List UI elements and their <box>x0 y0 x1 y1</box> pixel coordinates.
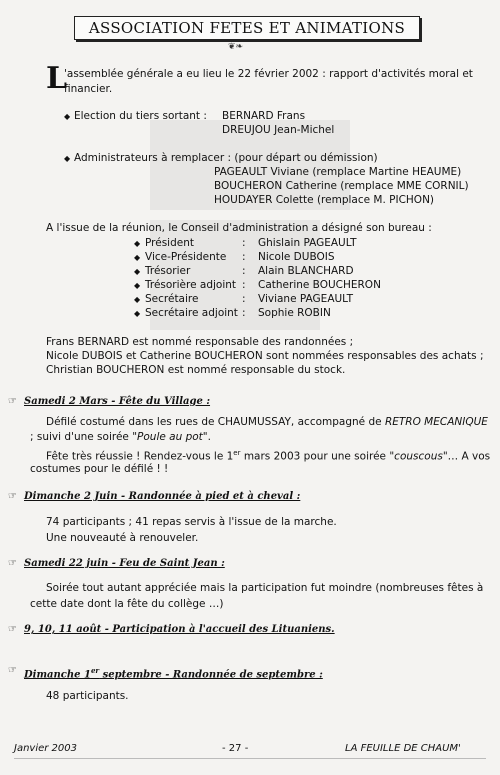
pointing-hand-icon: ☞ <box>8 558 17 569</box>
section-text: cette date dont la fête du collège …) <box>30 598 224 610</box>
section-text <box>46 416 488 429</box>
bureau-sep: : <box>242 279 246 291</box>
diamond-bullet-icon: ◆ <box>134 253 141 262</box>
diamond-bullet-icon: ◆ <box>64 112 71 121</box>
section-text: 48 participants. <box>46 690 129 702</box>
responsible-line: Nicole DUBOIS et Catherine BOUCHERON sont nommées responsables des achats ; <box>46 350 484 362</box>
section-text <box>30 431 211 444</box>
pointing-hand-icon: ☞ <box>8 624 17 635</box>
superscript: er <box>90 666 100 675</box>
section-title: Samedi 22 juin - Feu de Saint Jean : <box>24 558 225 569</box>
administrator-row: PAGEAULT Viviane (remplace Martine HEAUME) <box>214 166 462 178</box>
election-name: BERNARD Frans <box>222 110 306 122</box>
intro-line: 'assemblée générale a eu lieu le 22 février 2002 : rapport d'activités moral et <box>64 68 473 80</box>
bureau-sep: : <box>242 251 246 263</box>
bureau-role: Secrétaire adjoint <box>145 307 238 319</box>
bureau-role: Trésorière adjoint <box>145 279 237 291</box>
section-title <box>24 664 323 681</box>
pointing-hand-icon: ☞ <box>8 491 17 502</box>
floral-ornament-icon: ❦❧ <box>228 42 244 52</box>
diamond-bullet-icon: ◆ <box>134 309 141 318</box>
section-text-italic: "couscous" <box>389 450 448 463</box>
section-text-part: Défilé costumé dans les rues de CHAUMUSSAY, accompagné de <box>46 416 385 428</box>
section-text: costumes pour le défilé ! ! <box>30 463 169 475</box>
administrators-label: Administrateurs à remplacer : (pour départ ou démission) <box>74 152 378 164</box>
election-label: Election du tiers sortant : <box>74 110 207 122</box>
bureau-name: Viviane PAGEAULT <box>258 293 354 305</box>
diamond-bullet-icon: ◆ <box>134 295 141 304</box>
responsible-line: Frans BERNARD est nommé responsable des randonnées ; <box>46 336 354 348</box>
diamond-bullet-icon: ◆ <box>64 154 71 163</box>
footer-divider <box>14 758 486 759</box>
bureau-role: Trésorier <box>145 265 191 277</box>
superscript: er <box>233 449 241 457</box>
section-title-part: Dimanche 1 <box>24 669 91 681</box>
bureau-role: Vice-Présidente <box>145 251 227 263</box>
bureau-name: Catherine BOUCHERON <box>258 279 381 291</box>
section-title: 9, 10, 11 août - Participation à l'accueil des Lituaniens. <box>24 624 335 635</box>
bureau-role: Secrétaire <box>145 293 199 305</box>
election-name: DREUJOU Jean-Michel <box>222 124 335 136</box>
diamond-bullet-icon: ◆ <box>134 239 141 248</box>
section-text: Une nouveauté à renouveler. <box>46 532 199 544</box>
responsible-line: Christian BOUCHERON est nommé responsable du stock. <box>46 364 346 376</box>
bureau-name: Sophie ROBIN <box>258 307 331 319</box>
page-title: ASSOCIATION FETES ET ANIMATIONS <box>74 16 420 40</box>
bureau-name: Ghislain PAGEAULT <box>258 237 357 249</box>
bureau-sep: : <box>242 293 246 305</box>
section-text: Soirée tout autant appréciée mais la participation fut moindre (nombreuses fêtes à <box>46 582 484 594</box>
bureau-name: Nicole DUBOIS <box>258 251 335 263</box>
bureau-sep: : <box>242 237 246 249</box>
section-text-part: … A vos <box>447 450 491 463</box>
diamond-bullet-icon: ◆ <box>134 267 141 276</box>
section-title: Dimanche 2 Juin - Randonnée à pied et à cheval : <box>24 491 301 502</box>
drop-cap: L <box>46 61 68 96</box>
diamond-bullet-icon: ◆ <box>134 281 141 290</box>
section-title-part: septembre - Randonnée de septembre : <box>99 669 323 681</box>
section-title: Samedi 2 Mars - Fête du Village : <box>24 396 211 407</box>
footer-publication: LA FEUILLE DE CHAUM' <box>345 743 461 754</box>
footer-date: Janvier 2003 <box>14 743 78 754</box>
section-text <box>46 447 490 464</box>
pointing-hand-icon: ☞ <box>8 665 17 676</box>
section-text-part: Fête très réussie ! Rendez-vous le 1 <box>46 450 234 463</box>
bureau-role: Président <box>145 237 194 249</box>
administrator-row: BOUCHERON Catherine (remplace MME CORNIL) <box>214 180 469 192</box>
bureau-sep: : <box>242 307 246 319</box>
administrator-row: HOUDAYER Colette (remplace M. PICHON) <box>214 194 435 206</box>
section-text-italic: "Poule au pot" <box>132 431 208 443</box>
section-text: 74 participants ; 41 repas servis à l'issue de la marche. <box>46 516 337 528</box>
section-text-part: ; suivi d'une soirée <box>30 431 133 443</box>
bureau-intro: A l'issue de la réunion, le Conseil d'administration a désigné son bureau : <box>46 222 432 234</box>
section-text-italic: RETRO MECANIQUE <box>384 416 488 428</box>
section-text-part: . <box>207 431 211 443</box>
bureau-sep: : <box>242 265 246 277</box>
page-number: - 27 - <box>222 743 249 754</box>
pointing-hand-icon: ☞ <box>8 396 17 407</box>
intro-line: financier. <box>64 83 113 95</box>
bureau-name: Alain BLANCHARD <box>258 265 354 277</box>
section-text-part: mars 2003 pour une soirée <box>240 450 390 463</box>
